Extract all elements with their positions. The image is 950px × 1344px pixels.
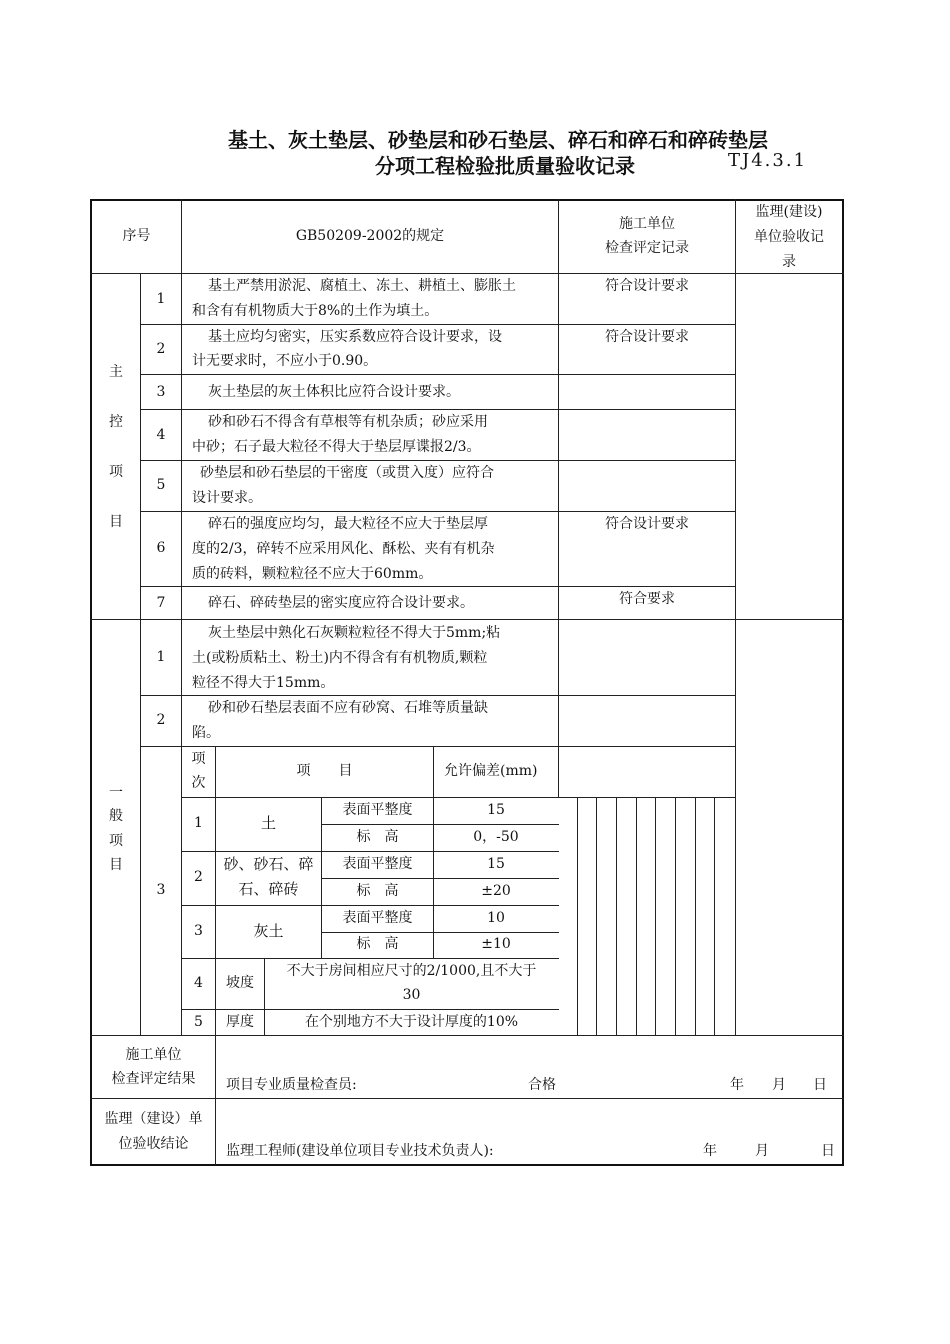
tolerance-material: 坡度: [226, 975, 254, 991]
main-item-text: 计无要求时，不应小于0.90。: [192, 353, 378, 369]
main-item-result: 符合设计要求: [605, 329, 689, 345]
general-item-no: 2: [156, 712, 166, 728]
tolerance-check-value: 10: [487, 910, 505, 926]
engineer-label: 监理工程师(建设单位项目专业技术负责人):: [226, 1143, 494, 1159]
tolerance-check-name: 标 高: [356, 936, 399, 952]
main-item-text: 质的砖料，颗粒粒径不应大于60mm。: [192, 566, 433, 582]
tolerance-desc: 不大于房间相应尺寸的2/1000,且不大于: [286, 963, 537, 979]
tolerance-material: 土: [260, 814, 276, 832]
date-year: 年: [730, 1077, 744, 1093]
footer-supervision-label-2: 位验收结论: [118, 1136, 189, 1152]
date-month: 月: [755, 1143, 769, 1159]
main-item-no: 2: [156, 341, 166, 357]
header-seq: 序号: [122, 228, 151, 244]
tolerance-material: 厚度: [226, 1014, 254, 1030]
main-item-no: 3: [156, 384, 166, 400]
main-control-label-4: 目: [109, 514, 123, 530]
tolerance-seq: 2: [194, 869, 203, 885]
tolerance-check-value: 15: [487, 802, 505, 818]
main-item-text: 基土严禁用淤泥、腐植土、冻土、耕植土、膨胀土: [208, 278, 516, 294]
main-item-text: 设计要求。: [192, 490, 262, 506]
tolerance-check-value: ±10: [481, 936, 511, 952]
main-item-no: 7: [156, 595, 166, 611]
main-item-result: 符合设计要求: [605, 516, 689, 532]
header-supervision-3: 录: [782, 254, 796, 270]
tolerance-check-name: 表面平整度: [342, 802, 413, 818]
general-label-3: 项: [109, 833, 123, 849]
form-code: TJ4.3.1: [728, 150, 808, 171]
tolerance-item-no: 3: [156, 882, 166, 898]
title-subtitle: 分项工程检验批质量验收记录: [375, 154, 635, 178]
footer-construction-label-2: 检查评定结果: [111, 1071, 196, 1087]
date-year: 年: [703, 1143, 717, 1159]
main-item-no: 1: [156, 291, 166, 307]
tolerance-head-allow: 允许偏差(mm): [444, 763, 538, 779]
date-day: 日: [821, 1143, 835, 1159]
tolerance-desc: 30: [402, 987, 421, 1003]
tolerance-check-name: 表面平整度: [342, 910, 413, 926]
header-supervision-2: 单位验收记: [754, 229, 824, 245]
header-spec: GB50209-2002的规定: [295, 228, 445, 244]
tolerance-head-seq-2: 次: [191, 775, 206, 791]
verdict: 合格: [528, 1077, 556, 1093]
tolerance-head-seq-1: 项: [191, 751, 206, 767]
main-item-no: 4: [156, 427, 166, 443]
tolerance-seq: 1: [194, 815, 203, 831]
main-item-result: 符合设计要求: [605, 278, 689, 294]
tolerance-check-value: 15: [487, 856, 505, 872]
main-item-text: 度的2/3，碎转不应采用风化、酥松、夹有有机杂: [192, 541, 495, 557]
main-item-no: 6: [156, 540, 166, 556]
general-label-2: 般: [109, 808, 123, 824]
general-item-text: 粒径不得大于15mm。: [192, 675, 335, 691]
tolerance-check-name: 标 高: [356, 829, 399, 845]
header-supervision-1: 监理(建设): [755, 204, 823, 220]
tolerance-material: 石、碎砖: [238, 880, 299, 898]
general-item-text: 陷。: [192, 725, 220, 741]
main-item-text: 和含有有机物质大于8%的土作为填土。: [192, 303, 439, 319]
main-item-text: 碎石的强度应均匀，最大粒径不应大于垫层厚: [208, 516, 488, 532]
tolerance-material: 灰土: [253, 922, 284, 940]
main-item-text: 砂和砂石不得含有草根等有机杂质；砂应采用: [208, 414, 488, 430]
main-control-label-2: 控: [109, 414, 123, 430]
main-control-label-3: 项: [109, 464, 123, 480]
main-item-text: 碎石、碎砖垫层的密实度应符合设计要求。: [208, 595, 474, 611]
main-item-text: 灰土垫层的灰土体积比应符合设计要求。: [208, 384, 460, 400]
footer-supervision-label-1: 监理（建设）单: [104, 1111, 203, 1127]
main-control-label-1: 主: [109, 364, 123, 380]
general-label-1: 一: [109, 785, 123, 801]
tolerance-seq: 5: [194, 1014, 203, 1030]
tolerance-check-name: 表面平整度: [342, 856, 413, 872]
date-day: 日: [813, 1077, 827, 1093]
tolerance-seq: 4: [194, 975, 203, 991]
header-construction-2: 检查评定记录: [605, 240, 689, 256]
general-item-text: 土(或粉质粘土、粉土)内不得含有有机物质,颗粒: [192, 650, 488, 666]
tolerance-check-name: 标 高: [356, 883, 399, 899]
title-line1: 基土、灰土垫层、砂垫层和砂石垫层、碎石和碎石和碎砖垫层: [228, 128, 768, 152]
tolerance-check-value: ±20: [481, 883, 511, 899]
main-item-no: 5: [156, 477, 166, 493]
tolerance-head-item: 项 目: [296, 763, 353, 779]
tolerance-seq: 3: [194, 923, 203, 939]
date-month: 月: [772, 1077, 786, 1093]
inspector-label: 项目专业质量检查员:: [226, 1077, 357, 1093]
tolerance-check-value: 0，-50: [473, 829, 519, 845]
footer-construction-label-1: 施工单位: [125, 1047, 182, 1063]
tolerance-material: 砂、砂石、碎: [223, 855, 314, 873]
general-item-text: 灰土垫层中熟化石灰颗粒粒径不得大于5mm;粘: [208, 625, 501, 641]
general-label-4: 目: [109, 857, 123, 873]
header-construction-1: 施工单位: [619, 216, 675, 232]
main-item-text: 砂垫层和砂石垫层的干密度（或贯入度）应符合: [200, 465, 494, 481]
main-item-text: 基土应均匀密实，压实系数应符合设计要求，设: [208, 329, 502, 345]
main-item-text: 中砂；石子最大粒径不得大于垫层厚谍报2/3。: [192, 439, 481, 455]
tolerance-desc: 在个别地方不大于设计厚度的10%: [304, 1014, 519, 1030]
general-item-text: 砂和砂石垫层表面不应有砂窝、石堆等质量缺: [208, 700, 488, 716]
general-item-no: 1: [156, 649, 166, 665]
main-item-result: 符合要求: [619, 591, 675, 607]
